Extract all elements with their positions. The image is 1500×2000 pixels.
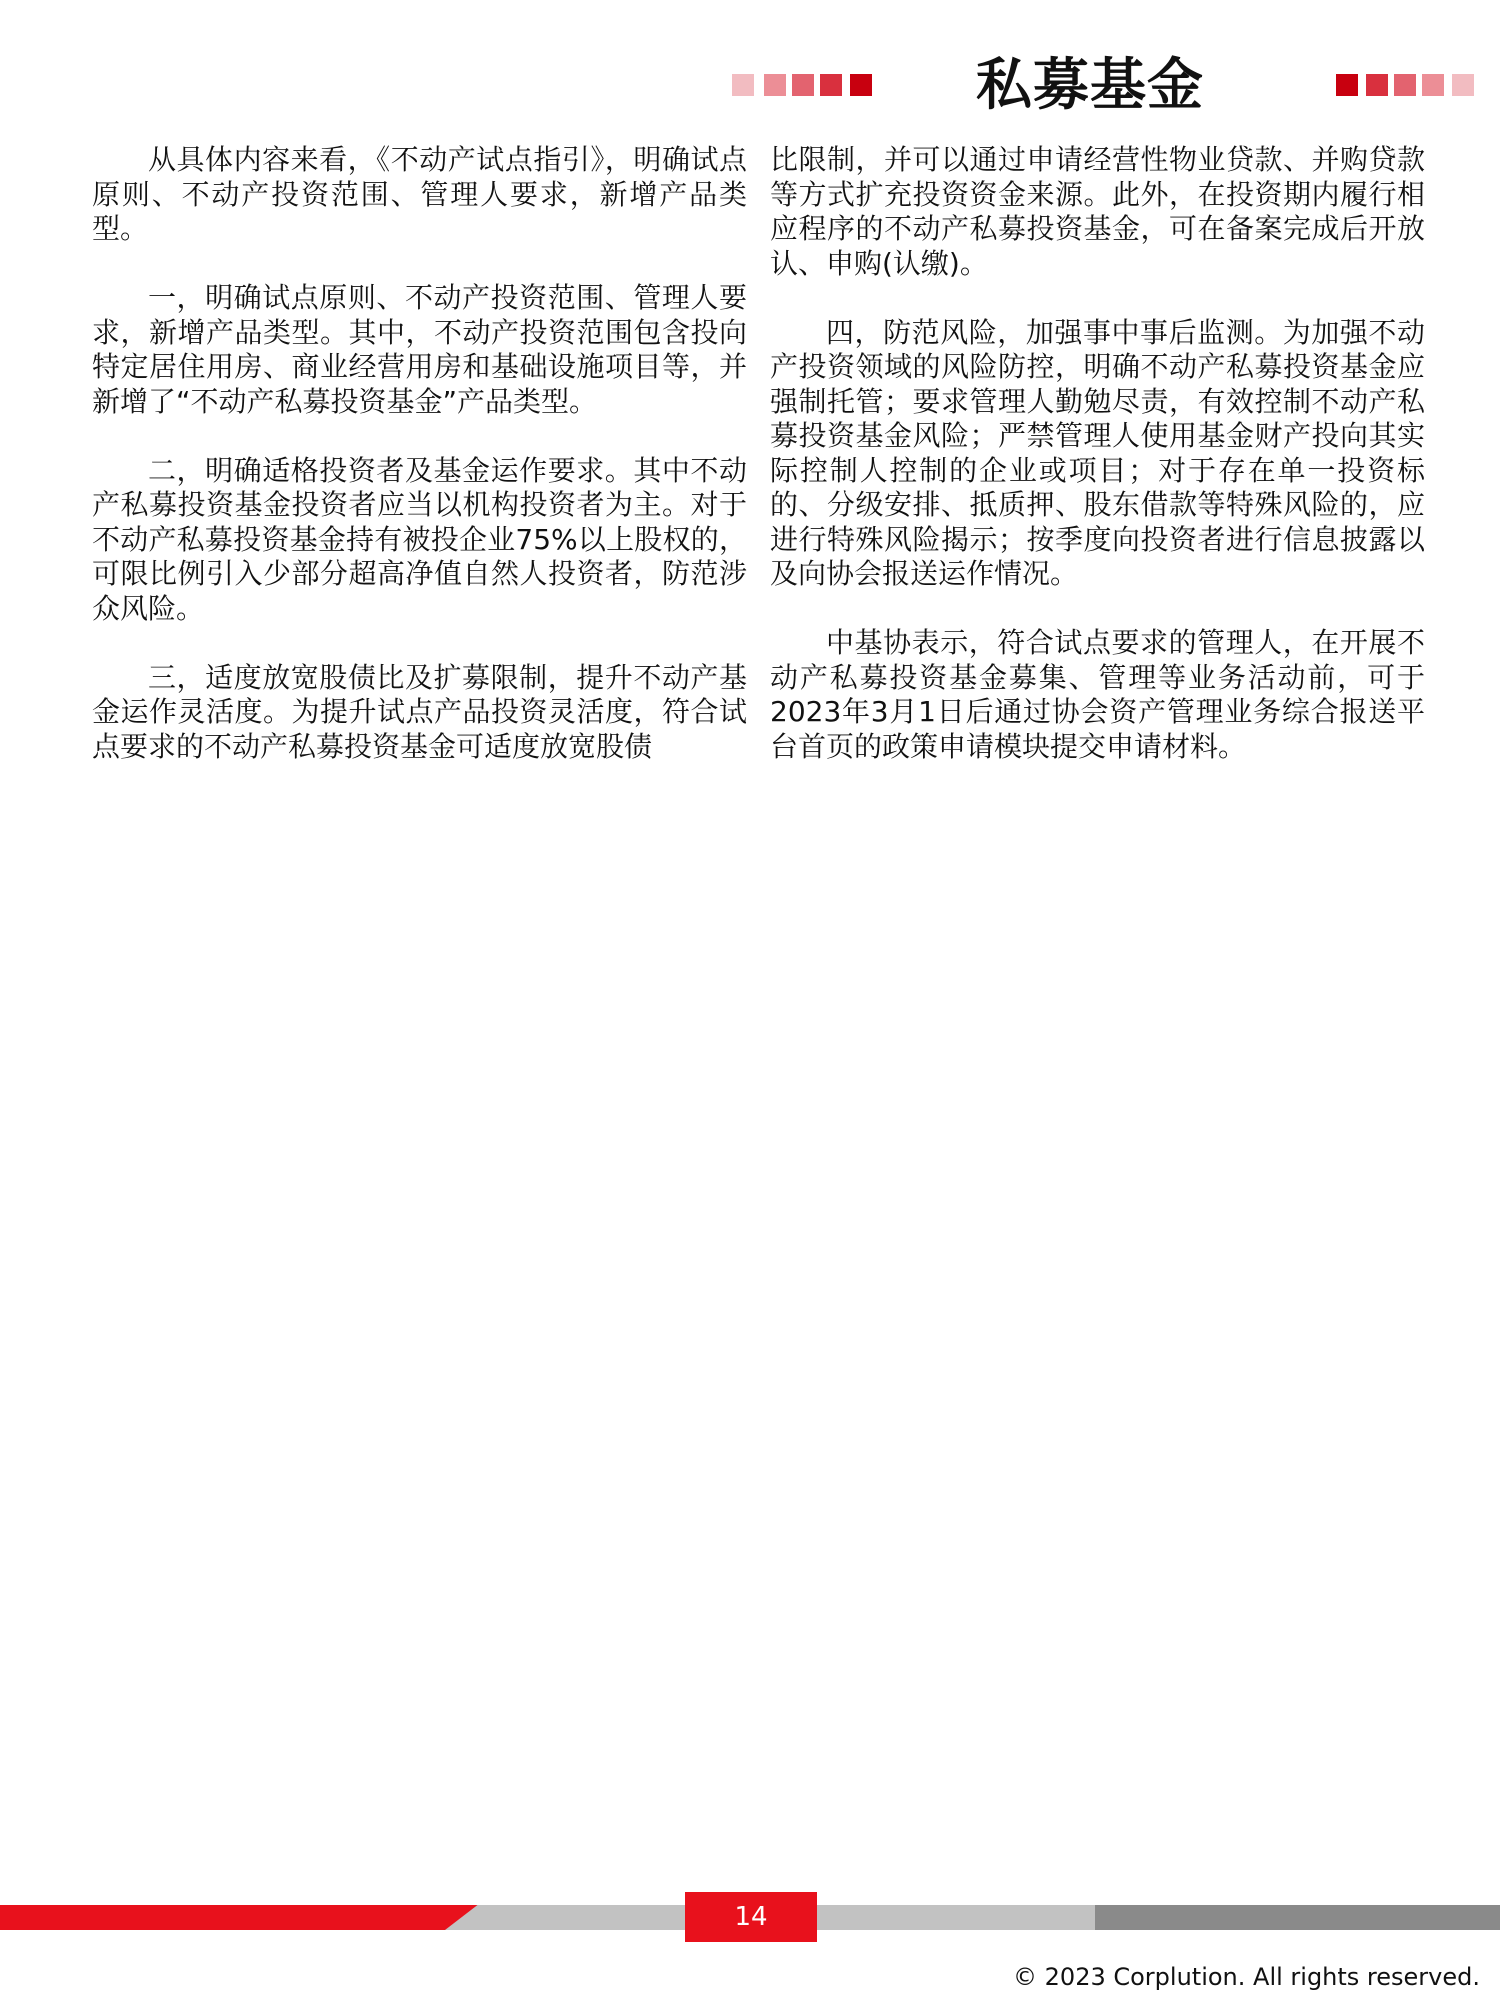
header-decor-square [792, 74, 814, 96]
header-decor-square [850, 74, 872, 96]
header-decor-square [1336, 74, 1358, 96]
header-decor-square [732, 74, 754, 96]
left-column [92, 143, 747, 799]
right-column [770, 143, 1425, 799]
header-decor-square [764, 74, 786, 96]
footer-dark-stripe [1095, 1905, 1500, 1930]
paragraph-continued: 比限制，并可以通过申请经营性物业贷款、并购贷款等方式扩充投资资金来源。此外，在投资期内履行相应程序的不动产私募投资基金，可在备案完成后开放认、申购(认缴)。 [770, 143, 1425, 280]
paragraph: 四，防范风险，加强事中事后监测。为加强不动产投资领域的风险防控，明确不动产私募投资基金应强制托管；要求管理人勤勉尽责，有效控制不动产私募投资基金风险；严禁管理人使用基金财产投向其实际控制人控制的企业或项目；对于存在单一投资标的、分级安排、抵质押、股东借款等特殊风险的，应进行特殊风险揭示；按季度向投资者进行信息披露以及向协会报送运作情况。 [770, 315, 1425, 590]
page-title: 私募基金 [976, 53, 1204, 118]
header-decor-square [1394, 74, 1416, 96]
header-decor-square [1452, 74, 1474, 96]
paragraph: 从具体内容来看，《不动产试点指引》，明确试点原则、不动产投资范围、管理人要求，新增产品类型。 [92, 143, 747, 245]
paragraph: 二，明确适格投资者及基金运作要求。其中不动产私募投资基金投资者应当以机构投资者为主。对于不动产私募投资基金持有被投企业75%以上股权的，可限比例引入少部分超高净值自然人投资者，防范涉众风险。 [92, 453, 747, 625]
page-header [0, 0, 1500, 140]
footer-red-stripe [0, 1905, 480, 1930]
copyright-notice: © 2023 Corplution. All rights reserved. [1013, 1963, 1480, 1991]
header-decor-square [1422, 74, 1444, 96]
paragraph: 中基协表示，符合试点要求的管理人，在开展不动产私募投资基金募集、管理等业务活动前，可于2023年3月1日后通过协会资产管理业务综合报送平台首页的政策申请模块提交申请材料。 [770, 626, 1425, 763]
header-decor-square [1366, 74, 1388, 96]
header-decor-square [820, 74, 842, 96]
paragraph: 一，明确试点原则、不动产投资范围、管理人要求，新增产品类型。其中，不动产投资范围包含投向特定居住用房、商业经营用房和基础设施项目等，并新增了“不动产私募投资基金”产品类型。 [92, 281, 747, 418]
page-number: 14 [685, 1892, 817, 1942]
paragraph: 三，适度放宽股债比及扩募限制，提升不动产基金运作灵活度。为提升试点产品投资灵活度，符合试点要求的不动产私募投资基金可适度放宽股债 [92, 660, 747, 763]
